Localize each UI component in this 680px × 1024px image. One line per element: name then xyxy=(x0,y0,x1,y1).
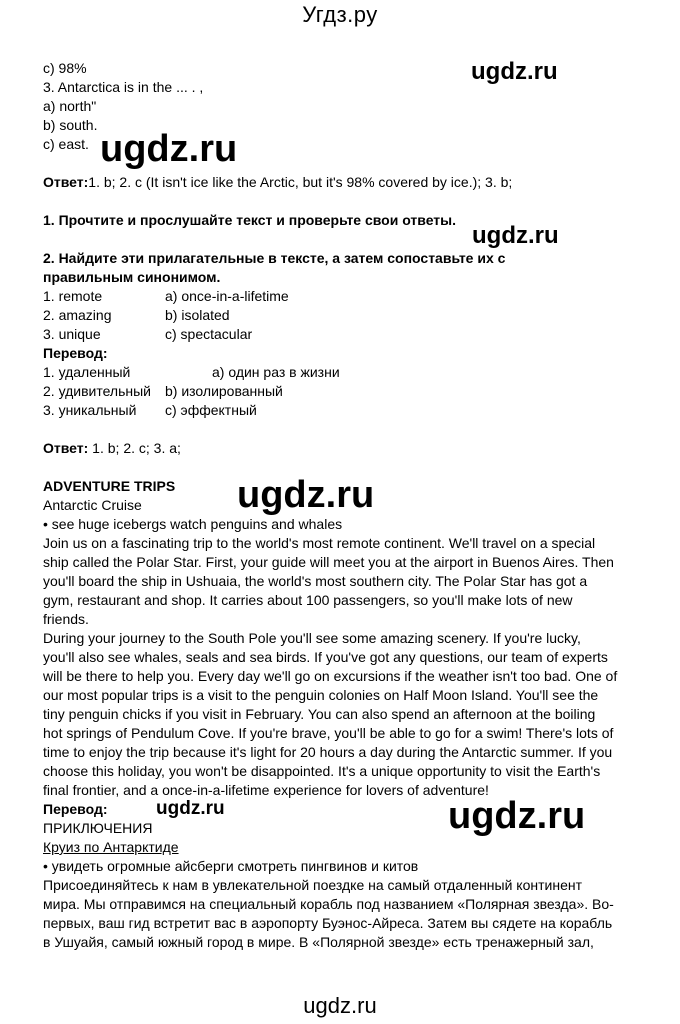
article-line: gym, restaurant and shop. It carries about 100 passengers, so you'll make lots of new xyxy=(43,592,573,608)
article-line: hot springs of Pendulum Cove. If you're brave, you'll be able to go for a swim! There's lots of xyxy=(43,725,614,741)
translation-section-label: Перевод: xyxy=(43,801,108,817)
article-line: During your journey to the South Pole you'll see some amazing scenery. If you're lucky, xyxy=(43,630,581,646)
article-line: our most popular trips is a visit to the penguin colonies on Half Moon Island. You'll see the xyxy=(43,687,599,703)
translation-bullet: • увидеть огромные айсберги смотреть пингвинов и китов xyxy=(43,858,419,874)
article-line: tiny penguin chicks if you visit in February. You can also spend an afternoon at the boiling xyxy=(43,706,596,722)
task-1: 1. Прочтите и прослушайте текст и проверьте свои ответы. xyxy=(43,212,457,228)
task-2-line-2: правильным синонимом. xyxy=(43,269,221,285)
quiz-answer xyxy=(43,173,512,192)
article-line: friends. xyxy=(43,611,89,627)
site-title: Угдз.ру xyxy=(302,2,378,27)
article-line: ship called the Polar Star. First, your guide will meet you at the airport in Buenos Aires. Then xyxy=(43,554,614,570)
footer-watermark: ugdz.ru xyxy=(303,993,377,1018)
answer-text: 1. b; 2. c (It isn't ice like the Arctic, but it's 98% covered by ice.); 3. b; xyxy=(88,174,513,190)
task-2-line-1: 2. Найдите эти прилагательные в тексте, а затем сопоставьте их с xyxy=(43,250,506,266)
translation-label: Перевод: xyxy=(43,345,108,361)
watermark: ugdz.ru xyxy=(237,474,375,516)
watermark: ugdz.ru xyxy=(448,795,586,837)
translation-line: Присоединяйтесь к нам в увлекательной поездке на самый отдаленный континент xyxy=(43,877,582,893)
word-right: c) spectacular xyxy=(165,326,253,342)
word-right: b) isolated xyxy=(165,307,230,323)
word-left: 2. amazing xyxy=(43,307,112,323)
translation-line: мира. Мы отправимся на специальный корабль под названием «Полярная звезда». Во- xyxy=(43,896,614,912)
translation-left: 1. удаленный xyxy=(43,364,131,380)
article-subheading: Antarctic Cruise xyxy=(43,497,142,513)
translation-right: b) изолированный xyxy=(165,383,283,399)
quiz-option-a: a) north" xyxy=(43,98,97,114)
answer-label: Ответ: xyxy=(43,174,89,190)
translation-line: первых, ваш гид встретит вас в аэропорту Буэнос-Айреса. Затем вы сядете на корабль xyxy=(43,915,613,931)
article-line: choose this holiday, you won't be disappointed. It's a unique opportunity to visit the Earth's xyxy=(43,763,601,779)
article-line: you'll also see whales, seals and sea birds. If you've got any questions, our team of experts xyxy=(43,649,608,665)
quiz-option-b: b) south. xyxy=(43,117,98,133)
quiz-option-c-prev: c) 98% xyxy=(43,60,87,76)
article-line: will be there to help you. Every day we'll go on excursions if the weather isn't too bad. One of xyxy=(43,668,618,684)
word-left: 1. remote xyxy=(43,288,103,304)
quiz-question-3: 3. Antarctica is in the ... . , xyxy=(43,79,204,95)
article-bullet: • see huge icebergs watch penguins and whales xyxy=(43,516,343,532)
article-line: time to enjoy the trip because it's light for 20 hours a day during the Antarctic summer. If you xyxy=(43,744,613,760)
translation-left: 2. удивительный xyxy=(43,383,152,399)
translation-line: в Ушуайя, самый южный город в мире. В «Полярной звезде» есть тренажерный зал, xyxy=(43,934,594,950)
word-right: a) once-in-a-lifetime xyxy=(165,288,289,304)
watermark: ugdz.ru xyxy=(100,128,238,170)
word-left: 3. unique xyxy=(43,326,101,342)
quiz-option-c: c) east. xyxy=(43,136,89,152)
translation-left: 3. уникальный xyxy=(43,402,137,418)
watermark: ugdz.ru xyxy=(156,798,225,819)
watermark: ugdz.ru xyxy=(472,222,559,249)
answer-label: Ответ: xyxy=(43,440,89,456)
translation-heading: ПРИКЛЮЧЕНИЯ xyxy=(43,820,153,836)
article-line: final frontier, and a once-in-a-lifetime experience for lovers of adventure! xyxy=(43,782,489,798)
article-heading: ADVENTURE TRIPS xyxy=(43,478,176,494)
article-line: Join us on a fascinating trip to the world's most remote continent. We'll travel on a special xyxy=(43,535,596,551)
watermark: ugdz.ru xyxy=(471,58,558,85)
translation-subheading: Круиз по Антарктиде xyxy=(43,839,179,855)
article-line: you'll board the ship in Ushuaia, the world's most southern city. The Polar Star has got a xyxy=(43,573,588,589)
task-2-answer xyxy=(43,439,181,458)
answer-text: 1. b; 2. c; 3. a; xyxy=(88,440,181,456)
translation-right: а) один раз в жизни xyxy=(212,364,340,380)
translation-right: c) эффектный xyxy=(165,402,257,418)
